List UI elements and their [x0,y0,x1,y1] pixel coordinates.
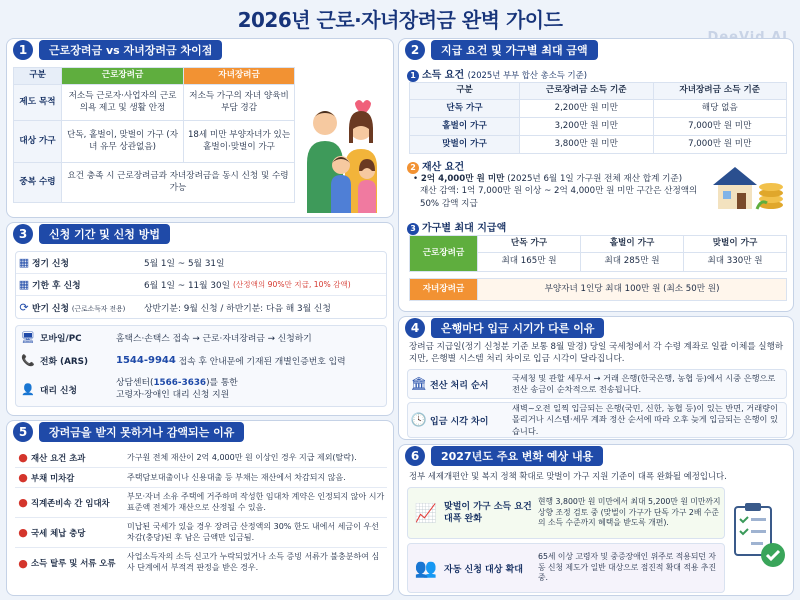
alert-icon: ● [18,556,28,570]
period-label: 기한 후 신청 [32,281,81,291]
method-label: 전화 (ARS) [40,356,89,367]
income-title: 소득 요건 [422,70,465,81]
reduction-row [15,448,387,468]
table-cell: 부양자녀 1인당 최대 100만 원 (최소 50만 원) [478,279,787,301]
section-2 [398,38,794,312]
section-4-title: 은행마다 입금 시기가 다른 이유 [431,318,604,338]
reason-value: 국세청 및 관할 세무서 → 거래 은행(한국은행, 농협 등)에서 시중 은행으로 전산 송금이 순차적으로 전송됩니다. [512,372,776,394]
method-row [16,326,386,348]
table-cell: 최대 285만 원 [581,253,684,272]
period-value: 6월 1일 ~ 11월 30일 [144,281,231,291]
reduction-row [15,518,387,548]
table-header: 홑벌이 가구 [581,236,684,253]
section-2-header [399,39,793,61]
row-label: 중복 수령 [14,163,62,203]
max-label-earned: 근로장려금 [410,236,478,272]
method-value: 접속 후 안내문에 기재된 개별인증번호 입력 [178,356,346,367]
method-list [15,325,387,407]
section-3 [6,222,394,416]
period-row [16,296,386,318]
people-icon: 👥 [414,557,438,579]
reduction-value: 미납된 국세가 있을 경우 장려금 산정액의 30% 한도 내에서 세금이 우선 차감(충당)된 후 남은 금액만 입금됨. [127,521,379,542]
reduction-label: 소득 탈루 및 서류 오류 [31,558,116,568]
reduction-value: 주택담보대출이나 신용대출 등 부채는 재산에서 차감되지 않음. [127,473,346,482]
period-row [16,274,386,296]
clock-icon: 🕓 [410,412,428,428]
table-header: 자녀장려금 소득 기준 [653,83,787,100]
comparison-table [13,67,295,203]
method-value: 홈택스·손택스 접속 → 근로·자녀장려금 → 신청하기 [116,333,312,344]
table-cell: 7,000만 원 미만 [653,136,787,154]
alert-icon: ● [18,451,28,464]
period-label: 정기 신청 [32,259,70,269]
table-cell: 해당 없음 [653,100,787,118]
monitor-icon: 🖥 [21,330,35,344]
table-header: 맞벌이 가구 [684,236,787,253]
asset-title: 재산 요건 [422,162,465,173]
table-header-child: 자녀장려금 [184,68,295,85]
asset-list [413,173,703,210]
row-label: 단독 가구 [410,100,520,118]
table-cell: 저소득 가구의 자녀 양육비 부담 경감 [184,85,295,121]
section-number: 3 [13,224,33,244]
bank-reason-row [407,402,787,438]
table-header-earned: 근로장려금 [62,68,184,85]
change-card [407,487,725,539]
table-header: 단독 가구 [478,236,581,253]
table-cell: 최대 330만 원 [684,253,787,272]
change-label: 맞벌이 가구 소득 요건 대폭 완화 [444,501,532,524]
section-1 [6,38,394,218]
section-6-header [399,445,793,467]
table-cell: 7,000만 원 미만 [653,118,787,136]
alert-icon: ● [18,526,28,539]
change-value: 65세 이상 고령자 및 중증장애인 위주로 적용되던 자동 신청 제도가 일반 대상으로 점진적 확대 적용 추진 중. [538,552,716,583]
table-cell: 단독, 홑벌이, 맞벌이 가구 (자녀 유무 상관없음) [62,121,184,163]
page-title: 2026년 근로·자녀장려금 완벽 가이드 [237,8,563,32]
reduction-value: 부모·자녀 소유 주택에 거주하며 작성한 임대차 계약은 인정되지 않아 시가표준액 전체가 재산으로 산정될 수 있음. [127,491,385,512]
section-6-title: 2027년도 주요 변화 예상 내용 [431,446,603,466]
calendar-icon: ▦ [18,278,30,291]
bank-reason-row [407,369,787,399]
phone-icon: 📞 [21,353,35,367]
reduction-row [15,488,387,518]
income-table [409,82,787,154]
period-note: (산정액의 90%만 지급, 10% 감액) [232,280,351,289]
house-coins-icon [709,161,787,213]
asset-item: • 2억 4,000만 원 미만 (2025년 6월 1일 가구원 전체 재산 합계 기준) [413,174,683,184]
table-cell: 최대 165만 원 [478,253,581,272]
change-intro: 정부 세제개편안 및 복지 정책 확대로 맞벌이 가구 지원 기준이 대폭 완화될 예정입니다. [409,471,727,481]
section-number: 4 [405,318,425,338]
center-number: 1566-3636 [153,377,207,388]
section-5-header [7,421,393,443]
alert-icon: ● [18,471,28,484]
section-5-title: 장려금을 받지 못하거나 감액되는 이유 [39,422,244,442]
calendar-icon: ▦ [18,256,30,269]
section-4 [398,316,794,440]
period-list [15,251,387,319]
reduction-label: 재산 요건 초과 [31,452,86,463]
section-number: 2 [405,40,425,60]
reason-label: 입금 시각 차이 [430,416,489,427]
max-amount-table [409,235,787,301]
refresh-icon: ⟳ [19,300,29,314]
table-header: 구분 [14,68,62,85]
reduction-label: 직계존비속 간 임대차 [31,497,110,508]
person-icon: 👤 [21,382,35,396]
reduction-row [15,548,387,578]
section-1-header [7,39,393,61]
asset-item: 재산 감액: 1억 7,000만 원 이상 ~ 2억 4,000만 원 미만 구간은 산정액의 50% 감액 지급 [420,186,698,209]
bank-icon: 🏛 [410,376,428,392]
period-value: 상반기분: 9월 신청 / 하반기분: 다음 해 3월 신청 [144,303,331,314]
table-cell: 요건 충족 시 근로장려금과 자녀장려금을 동시 신청 및 수령 가능 [62,163,295,203]
row-label: 맞벌이 가구 [410,136,520,154]
section-3-title: 신청 기간 및 신청 방법 [39,224,170,244]
asset-subheader: 2 재산 요건 [407,158,464,174]
table-cell: 3,200만 원 미만 [520,118,654,136]
period-row [16,252,386,274]
section-4-header [399,317,793,339]
period-sub: (근로소득자 전용) [71,304,126,313]
table-header: 구분 [410,83,520,100]
reduction-list [15,448,387,578]
method-row: 👤 대리 신청 상담센터(1566-3636)를 통한 고령자·장애인 대리 신청 지원 [16,372,386,406]
section-number: 5 [13,422,33,442]
checklist-icon [731,501,787,575]
row-label: 홑벌이 가구 [410,118,520,136]
bank-intro: 장려금 지급일(정기 신청분 기준 보통 8월 말경) 당일 국세청에서 각 수령 계좌로 일괄 이체를 실행하지만, 은행별 시스템 처리 차이로 입금 시각이 달라집니다. [409,342,784,365]
period-label: 반기 신청 [32,303,70,314]
table-cell: 2,200만 원 미만 [520,100,654,118]
alert-icon: ● [18,496,28,509]
reduction-label: 국세 체납 충당 [31,527,86,538]
table-cell: 3,800만 원 미만 [520,136,654,154]
section-2-title: 지급 요건 및 가구별 최대 금액 [431,40,598,60]
change-card [407,543,725,593]
method-row [16,348,386,372]
family-illustration [297,93,391,213]
section-6 [398,444,794,596]
table-cell: 저소득 근로자·사업자의 근로 의욕 제고 및 생활 안정 [62,85,184,121]
reason-value: 새벽~오전 일찍 입금되는 은행(국민, 신한, 농협 등)이 있는 반면, 거래량이 몰리거나 시스템·세무 계좌 정산 순서에 따라 오후 늦게 입금되는 은행이 있습니다. [512,403,778,436]
section-number: 1 [13,40,33,60]
reduction-value: 가구원 전체 재산이 2억 4,000만 원 이상인 경우 지급 제외(탈락). [127,453,357,462]
section-number: 6 [405,446,425,466]
max-title: 가구별 최대 지급액 [422,223,507,234]
row-label: 제도 목적 [14,85,62,121]
reduction-value: 사업소득자의 소득 신고가 누락되었거나 소득 증빙 서류가 불충분하여 심사 단계에서 부적격 판정을 받은 경우. [127,552,380,572]
period-value: 5월 1일 ~ 5월 31일 [144,259,225,269]
income-subheader: 1 소득 요건 (2025년 부부 합산 총소득 기준) [407,66,587,82]
method-label: 대리 신청 [40,385,78,396]
change-value: 현행 3,800만 원 미만에서 최대 5,200만 원 미만까지 상향 조정 검토 중 (맞벌이 가구가 단독 가구 2배 수준의 소득 수준까지 혜택을 받도록 개편). [538,497,721,528]
growth-chart-icon: 📈 [414,502,438,524]
max-label-child: 자녀장려금 [410,279,478,301]
income-note: (2025년 부부 합산 총소득 기준) [467,70,588,80]
reason-label: 전산 처리 순서 [430,380,489,391]
section-5 [6,420,394,596]
reduction-label: 부채 미차감 [31,472,75,483]
ars-number: 1544-9944 [116,354,176,366]
table-header: 근로장려금 소득 기준 [520,83,654,100]
change-label: 자동 신청 대상 확대 [444,564,523,575]
section-1-title: 근로장려금 vs 자녀장려금 차이점 [39,40,222,60]
section-3-header [7,223,393,245]
table-cell: 18세 미만 부양자녀가 있는 홑벌이·맞벌이 가구 [184,121,295,163]
method-label: 모바일/PC [40,333,82,344]
row-label: 대상 가구 [14,121,62,163]
reduction-row [15,468,387,488]
max-subheader: 3 가구별 최대 지급액 [407,219,506,235]
